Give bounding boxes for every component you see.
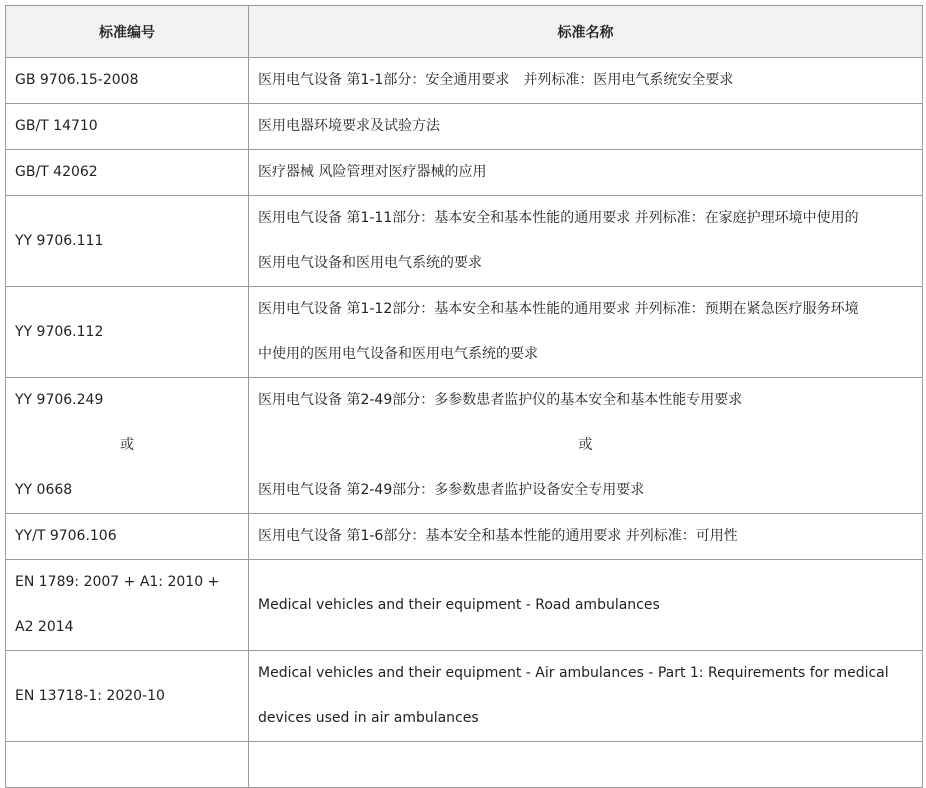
standard-name-line: 中使用的医用电气设备和医用电气系统的要求: [258, 346, 538, 362]
standard-code: GB 9706.15-2008: [15, 72, 139, 88]
table-row: [6, 196, 923, 287]
standard-code-cell: [6, 742, 249, 788]
standard-code: YY/T 9706.106: [15, 528, 117, 544]
table-header-row: [6, 6, 923, 58]
standard-name-cell: [249, 742, 923, 788]
or-separator: 或: [120, 437, 134, 453]
table-row: [6, 104, 923, 150]
standard-code: YY 9706.249: [15, 392, 104, 408]
table-row: [6, 150, 923, 196]
standard-name: 医疗器械 风险管理对医疗器械的应用: [258, 164, 487, 180]
standard-name-cell: [249, 287, 923, 378]
standard-name-cell: [249, 196, 923, 287]
standard-code-cell: [6, 150, 249, 196]
header-standard-name: 标准名称: [249, 6, 923, 58]
table-row: [6, 287, 923, 378]
standard-name-cell: [249, 104, 923, 150]
standard-code-line: A2 2014: [15, 619, 74, 635]
header-standard-code: 标准编号: [6, 6, 249, 58]
table-row: [6, 560, 923, 651]
standard-code-cell: [6, 104, 249, 150]
standard-name-line: 医用电气设备 第1-11部分：基本安全和基本性能的通用要求 并列标准：在家庭护理环境中使用的: [258, 210, 859, 226]
or-separator: 或: [578, 437, 593, 453]
standard-code: EN 13718-1: 2020-10: [15, 687, 165, 704]
table-row-partial: [6, 742, 923, 788]
standard-code-cell: [6, 651, 249, 742]
standard-code: YY 9706.111: [15, 232, 104, 249]
table-row: [6, 514, 923, 560]
standard-name: 医用电器环境要求及试验方法: [258, 118, 440, 134]
standard-code-cell: [6, 58, 249, 104]
standard-code-cell: [6, 514, 249, 560]
standard-name-cell: [249, 560, 923, 651]
standard-name: 医用电气设备 第2-49部分：多参数患者监护设备安全专用要求: [258, 482, 645, 498]
standard-name: 医用电气设备 第1-6部分：基本安全和基本性能的通用要求 并列标准：可用性: [258, 528, 738, 544]
standard-name: 医用电气设备 第1-1部分：安全通用要求 并列标准：医用电气系统安全要求: [258, 72, 734, 88]
standard-code-cell: [6, 196, 249, 287]
standard-name-line: 医用电气设备 第1-12部分：基本安全和基本性能的通用要求 并列标准：预期在紧急医疗服务环境: [258, 301, 859, 317]
standard-code-cell: [6, 378, 249, 514]
table-row: [6, 58, 923, 104]
standard-name-cell: [249, 58, 923, 104]
standard-name-line: Medical vehicles and their equipment - Air ambulances - Part 1: Requirements for medical: [258, 665, 889, 681]
standard-name: Medical vehicles and their equipment - Road ambulances: [258, 596, 660, 613]
standard-code: GB/T 42062: [15, 164, 98, 180]
standard-name-cell: [249, 150, 923, 196]
standards-table: [5, 5, 923, 788]
standard-name: 医用电气设备 第2-49部分：多参数患者监护仪的基本安全和基本性能专用要求: [258, 392, 743, 408]
standard-name-line: devices used in air ambulances: [258, 710, 479, 726]
table-row: [6, 651, 923, 742]
standard-code: GB/T 14710: [15, 118, 98, 134]
standard-name-cell: [249, 651, 923, 742]
table-row: [6, 378, 923, 514]
standard-name-cell: [249, 514, 923, 560]
standard-name-line: 医用电气设备和医用电气系统的要求: [258, 255, 482, 271]
standard-code: YY 9706.112: [15, 323, 104, 340]
standard-code-cell: [6, 287, 249, 378]
standard-code-line: EN 1789: 2007 + A1: 2010 +: [15, 574, 220, 590]
standard-code-cell: [6, 560, 249, 651]
standard-code: YY 0668: [15, 482, 73, 498]
standard-name-cell: [249, 378, 923, 514]
